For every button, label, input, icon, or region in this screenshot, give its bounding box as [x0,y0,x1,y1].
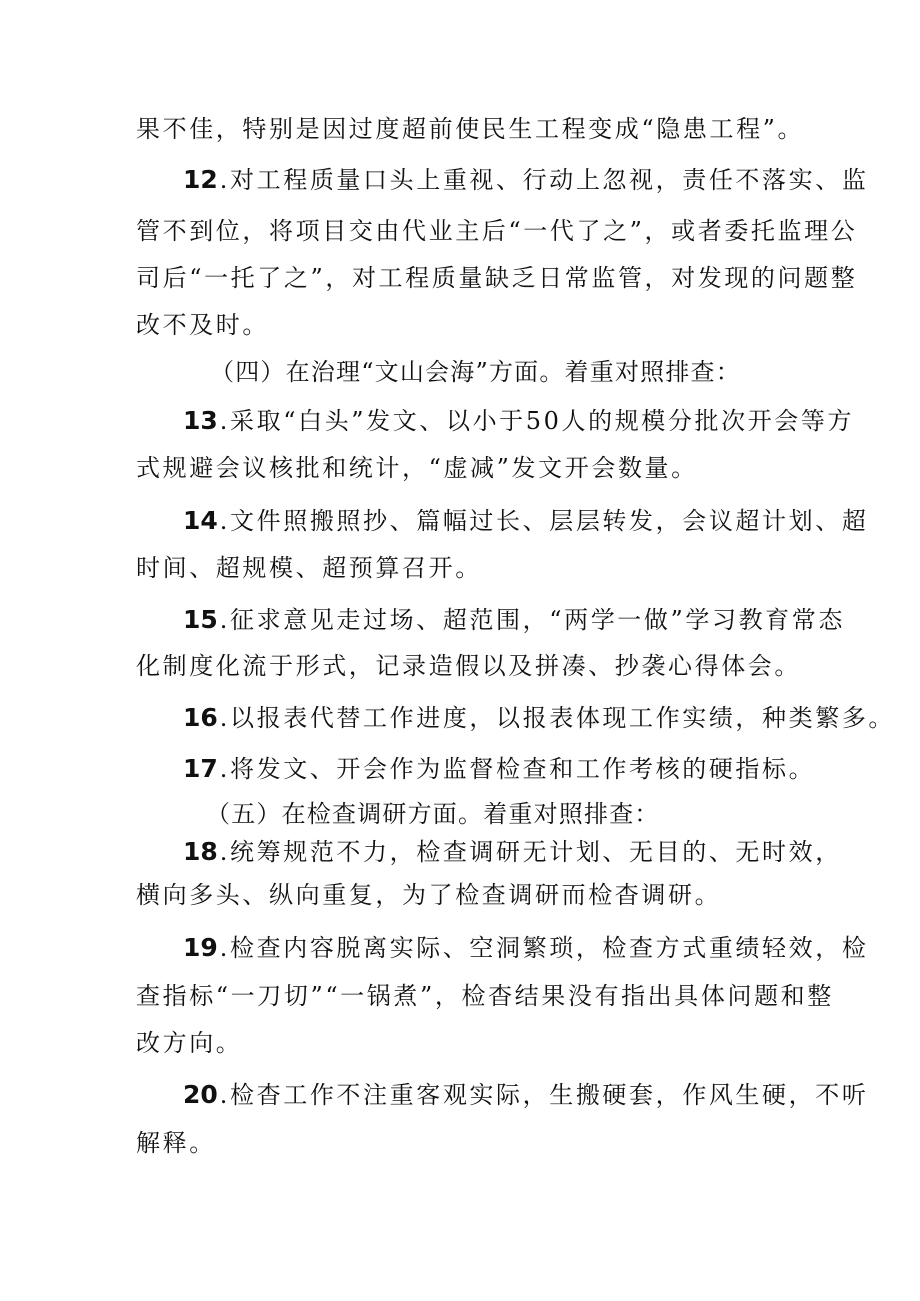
item-text: 管不到位，将项目交由代业主后“一代了之”，或者委托监理公 [136,217,858,245]
item-number: 15 [183,605,218,634]
item-text: 时间、超规模、超预算召开。 [136,554,482,582]
section-heading-4 [210,357,741,387]
item-13-line-2 [136,453,698,483]
item-14-line-2 [136,553,482,583]
item-text: .以报表代替工作进度，以报表体现工作实绩，种类繁多。 [219,704,896,732]
item-18-line-1 [183,837,842,867]
item-number: 17 [183,754,218,783]
item-20-line-1 [183,1080,868,1110]
item-19-line-2 [136,981,834,1011]
item-text: 查指标“一刀切”“一锅煮”，检杳结果没有指出具体问题和整 [136,982,834,1010]
section-text: （五）在检查调研方面。着重对照排查： [206,800,660,828]
paragraph-text: 果不佳，特别是因过度超前使民生工程变成“隐患工程”。 [136,115,805,143]
item-text: .文件照搬照抄、篇幅过长、层层转发，会议超计划、超 [219,507,869,535]
item-12-line-4 [136,310,269,340]
item-13-line-1 [183,406,854,436]
item-12-line-3 [136,263,857,293]
item-15-line-1 [183,605,845,635]
item-20-line-2 [136,1128,216,1158]
item-text: .对工程质量口头上重视、行动上忽视，责任不落实、监 [219,166,869,194]
item-14-line-1 [183,506,868,536]
item-number: 20 [183,1080,218,1109]
item-text: 式规避会议核批和统计，“虚减”发文开会数量。 [136,454,698,482]
item-text: .采取“白头”发文、以小于50人的规模分批次开会等方 [219,407,855,435]
item-text: .征求意见走过场、超范围，“两学一做”学习教育常态 [219,606,845,634]
item-19-line-3 [136,1028,242,1058]
item-12-line-2 [136,216,857,246]
item-text: 司后“一托了之”，对工程质量缺乏日常监管，对发现的问题整 [136,264,858,292]
item-number: 18 [183,837,218,866]
item-text: 化制度化流于形式，记录造假以及拼凑、抄袭心得体会。 [136,652,801,680]
item-text: 横向多头、纵向重复，为了检查调研而检杳调研。 [136,881,722,909]
item-text: .将发文、开会作为监督检查和工作考核的硬指标。 [219,755,816,783]
item-number: 16 [183,703,218,732]
section-heading-5 [206,799,660,829]
item-15-line-2 [136,651,801,681]
item-19-line-1 [183,933,868,963]
item-text: .检查内容脱离实际、空洞繁琐，检查方式重绩轻效，检 [219,934,869,962]
item-text: 解释。 [136,1129,216,1157]
item-16-line-1 [183,703,895,733]
item-18-line-2 [136,880,721,910]
item-text: 改方向。 [136,1029,243,1057]
item-number: 14 [183,506,218,535]
item-number: 19 [183,933,218,962]
item-number: 12 [183,165,218,194]
item-text: 改不及时。 [136,311,269,339]
item-12-line-1 [183,165,868,195]
section-text: （四）在治理“文山会海”方面。着重对照排查： [210,358,741,386]
paragraph-continuation-line-1 [136,114,804,144]
item-17-line-1 [183,754,815,784]
item-text: .检杳工作不注重客观实际，生搬硬套，作风生硬，不听 [219,1081,869,1109]
item-number: 13 [183,406,218,435]
item-text: .统筹规范不力，检查调研无计划、无目的、无时效， [219,838,842,866]
